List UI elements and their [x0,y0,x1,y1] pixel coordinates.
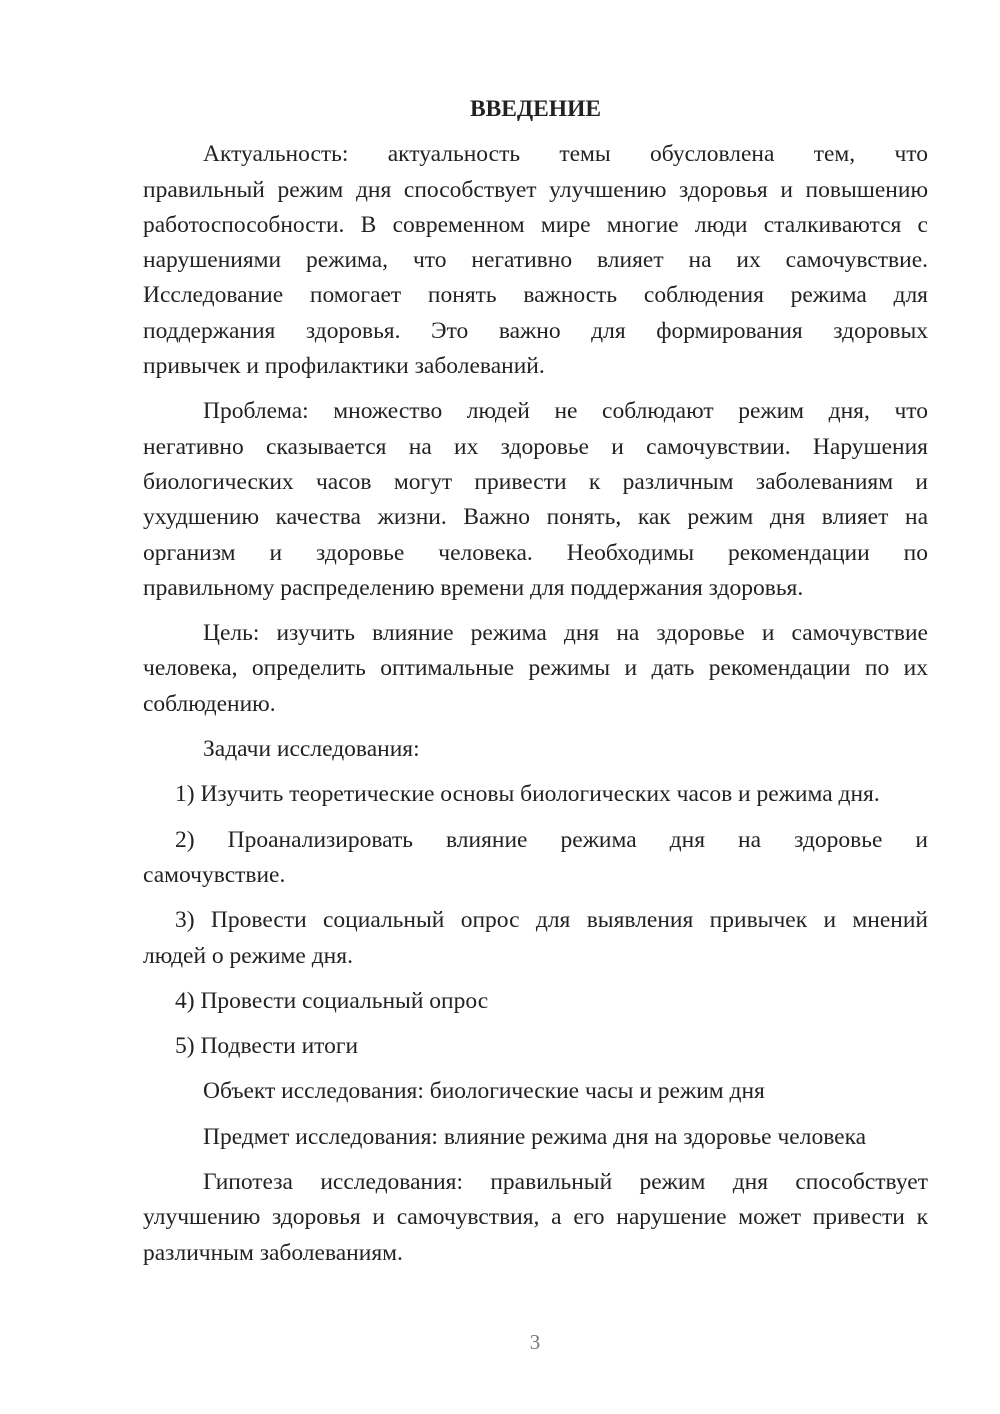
text-line: Задачи исследования: [203,736,420,763]
paragraph [143,1074,928,1109]
section-title: ВВЕДЕНИЕ [469,96,602,122]
document-body [143,137,928,1271]
text-line: Проблема: множество людей не соблюдают режим дня, что [203,398,928,425]
text-line: 4) Провести социальный опрос [175,987,489,1014]
text-line: организм и здоровье человека. Необходимы рекомендации по [143,539,928,566]
text-line: негативно сказывается на их здоровье и самочувствии. Нарушения [143,433,928,460]
paragraph [143,1165,928,1271]
text-line: работоспособности. В современном мире многие люди сталкиваются с [143,211,928,238]
paragraph [143,616,928,722]
paragraph [143,137,928,384]
text-line: поддержания здоровья. Это важно для формирования здоровых [143,317,928,344]
paragraph [143,903,928,974]
paragraph [143,984,928,1019]
text-line: 5) Подвести итоги [175,1033,359,1060]
text-line: 3) Провести социальный опрос для выявления привычек и мнений [175,907,928,934]
paragraph [143,823,928,894]
paragraph [143,777,928,812]
text-line: Предмет исследования: влияние режима дня на здоровье человека [203,1123,867,1150]
text-line: Гипотеза исследования: правильный режим дня способствует [203,1169,928,1196]
text-line: Актуальность: актуальность темы обусловлена тем, что [203,141,928,168]
paragraph [143,1120,928,1155]
page-number: 3 [529,1330,541,1354]
paragraph [143,732,928,767]
text-line: Цель: изучить влияние режима дня на здоровье и самочувствие [203,620,928,647]
text-line: людей о режиме дня. [143,942,353,969]
paragraph [143,394,928,606]
text-line: Исследование помогает понять важность соблюдения режима для [143,282,928,309]
text-line: правильный режим дня способствует улучшению здоровья и повышению [143,176,928,203]
text-line: нарушениями режима, что негативно влияет на их самочувствие. [143,247,928,274]
document-page [143,92,928,1271]
text-line: правильному распределению времени для поддержания здоровья. [143,574,804,601]
text-line: биологических часов могут привести к различным заболеваниям и [143,468,928,495]
text-line: человека, определить оптимальные режимы и дать рекомендации по их [143,655,928,682]
text-line: 1) Изучить теоретические основы биологических часов и режима дня. [175,781,880,808]
text-line: соблюдению. [143,690,276,717]
paragraph [143,1029,928,1064]
text-line: улучшению здоровья и самочувствия, а его нарушение может привести к [143,1204,928,1231]
text-line: самочувствие. [143,861,286,888]
text-line: 2) Проанализировать влияние режима дня на здоровье и [175,826,928,853]
text-line: Объект исследования: биологические часы и режим дня [203,1078,765,1105]
text-line: различным заболеваниям. [143,1239,403,1266]
text-line: ухудшению качества жизни. Важно понять, как режим дня влияет на [143,504,928,531]
text-line: привычек и профилактики заболеваний. [143,353,545,380]
